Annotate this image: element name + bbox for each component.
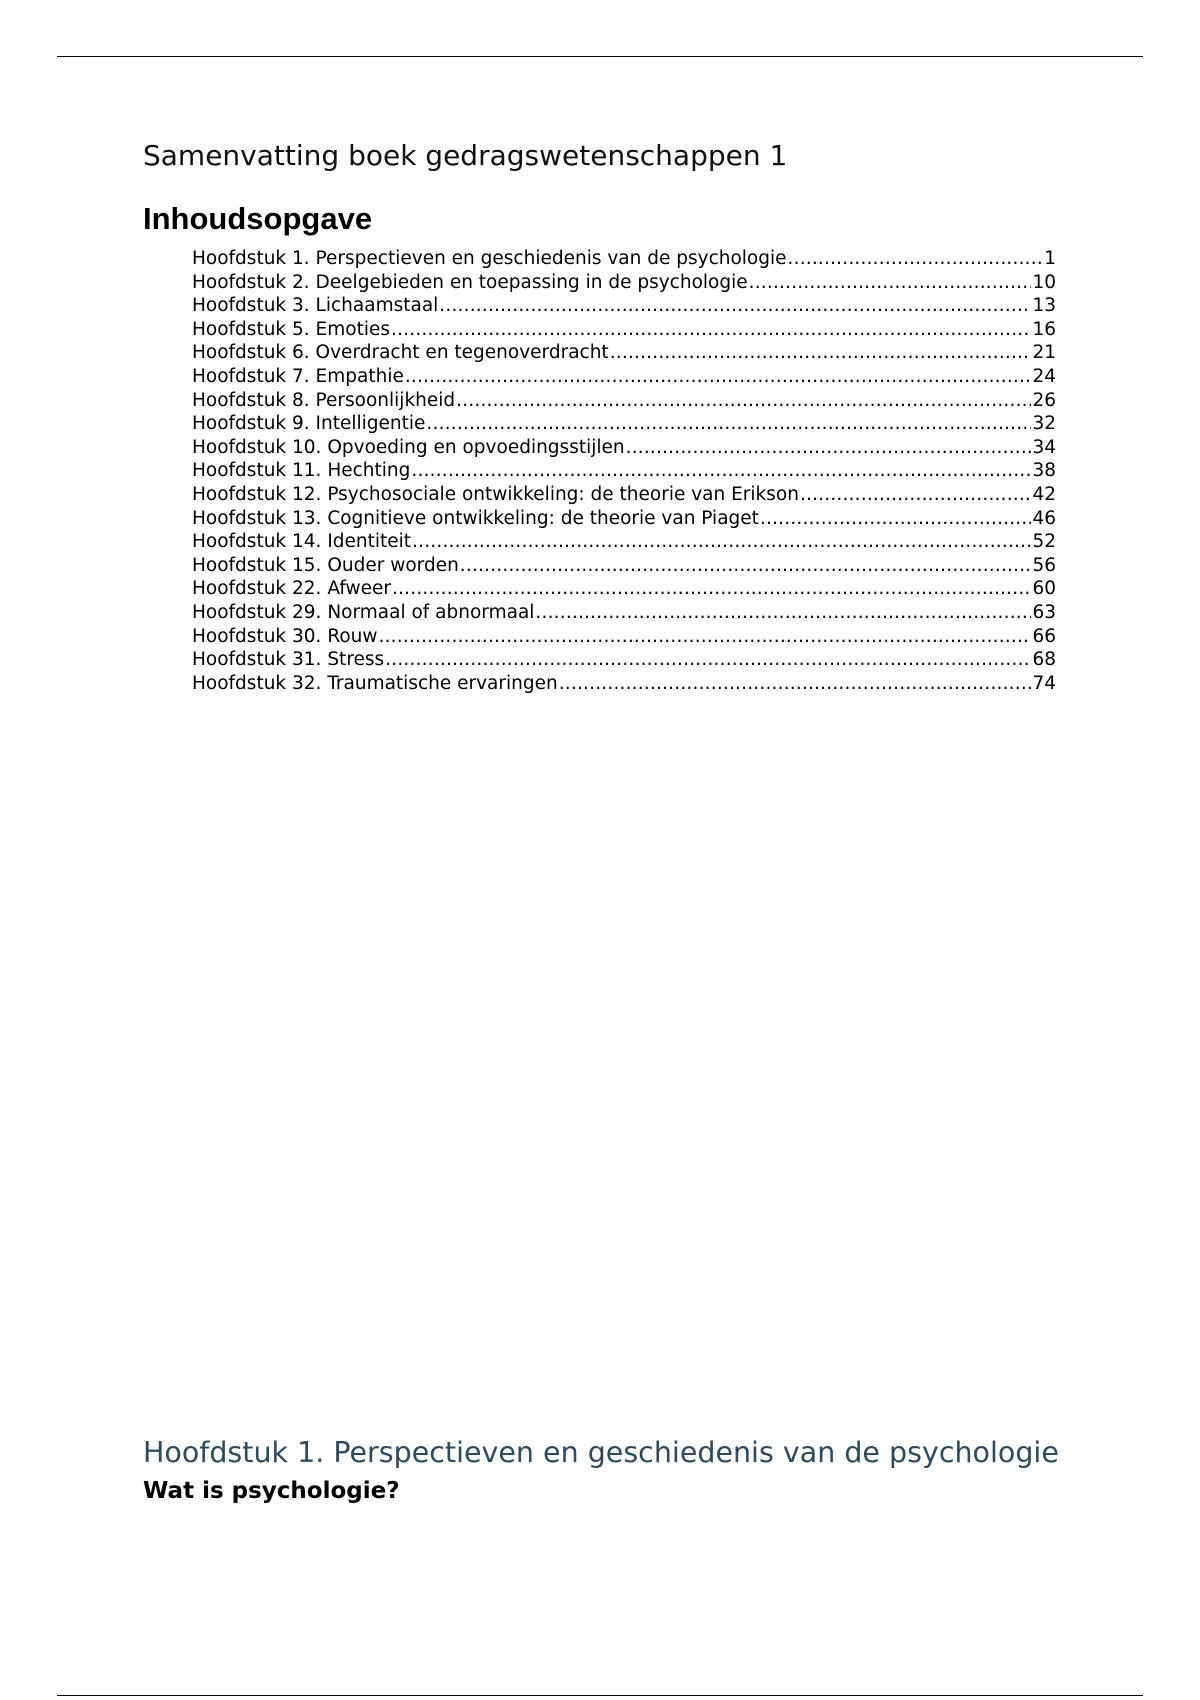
toc-entry-label: Hoofdstuk 9. Intelligentie — [192, 413, 426, 435]
table-of-contents — [192, 247, 1056, 695]
toc-entry[interactable] — [192, 507, 1056, 531]
document-title: Samenvatting boek gedragswetenschappen 1 — [143, 139, 788, 172]
toc-entry-label: Hoofdstuk 22. Afweer — [192, 578, 392, 600]
toc-entry-page-number: 16 — [1032, 318, 1056, 340]
toc-entry-label: Hoofdstuk 13. Cognitieve ontwikkeling: de theorie van Piaget — [192, 507, 759, 529]
toc-dot-leader — [411, 459, 1031, 483]
toc-entry-page-number: 42 — [1032, 483, 1056, 505]
toc-dot-leader — [535, 601, 1031, 625]
toc-entry-page-number: 24 — [1032, 365, 1056, 387]
toc-entry-page-number: 32 — [1032, 413, 1056, 435]
toc-entry[interactable] — [192, 577, 1056, 601]
toc-entry[interactable] — [192, 412, 1056, 436]
toc-entry-label: Hoofdstuk 1. Perspectieven en geschiedenis van de psychologie — [192, 248, 787, 269]
page-top-rule — [57, 56, 1143, 57]
toc-entry-page-number: 60 — [1032, 578, 1056, 600]
toc-dot-leader — [760, 507, 1032, 531]
toc-entry[interactable] — [192, 318, 1056, 342]
toc-entry[interactable] — [192, 436, 1056, 460]
toc-entry[interactable] — [192, 365, 1056, 389]
toc-entry[interactable] — [192, 554, 1056, 578]
toc-entry-page-number: 21 — [1032, 342, 1056, 364]
toc-entry-label: Hoofdstuk 7. Empathie — [192, 365, 404, 387]
toc-entry-page-number: 10 — [1032, 271, 1056, 293]
toc-entry-page-number: 68 — [1032, 649, 1056, 671]
toc-entry[interactable] — [192, 389, 1056, 413]
toc-entry-label: Hoofdstuk 32. Traumatische ervaringen — [192, 672, 558, 694]
chapter-heading: Hoofdstuk 1. Perspectieven en geschiedenis van de psychologie — [143, 1436, 1059, 1469]
toc-entry[interactable] — [192, 459, 1056, 483]
toc-entry-label: Hoofdstuk 15. Ouder worden — [192, 554, 459, 576]
toc-entry-page-number: 34 — [1032, 436, 1056, 458]
toc-dot-leader — [749, 271, 1032, 295]
toc-dot-leader — [392, 577, 1031, 601]
toc-entry-label: Hoofdstuk 29. Normaal of abnormaal — [192, 601, 535, 623]
toc-entry-label: Hoofdstuk 14. Identiteit — [192, 531, 412, 553]
toc-dot-leader — [610, 341, 1032, 365]
toc-dot-leader — [559, 672, 1032, 696]
section-subheading: Wat is psychologie? — [143, 1478, 400, 1504]
toc-dot-leader — [626, 436, 1032, 460]
toc-entry-page-number: 38 — [1032, 460, 1056, 482]
toc-entry[interactable] — [192, 625, 1056, 649]
toc-entry[interactable] — [192, 247, 1056, 271]
toc-entry-label: Hoofdstuk 12. Psychosociale ontwikkeling: de theorie van Erikson — [192, 483, 799, 505]
toc-entry-page-number: 63 — [1032, 601, 1056, 623]
toc-entry[interactable] — [192, 294, 1056, 318]
toc-entry-label: Hoofdstuk 2. Deelgebieden en toepassing in de psychologie — [192, 271, 748, 293]
toc-entry-label: Hoofdstuk 5. Emoties — [192, 318, 390, 340]
toc-entry-page-number: 74 — [1032, 672, 1056, 694]
toc-entry-label: Hoofdstuk 11. Hechting — [192, 460, 411, 482]
toc-entry-page-number: 66 — [1032, 625, 1056, 647]
toc-entry-label: Hoofdstuk 6. Overdracht en tegenoverdracht — [192, 342, 609, 364]
toc-dot-leader — [379, 625, 1032, 649]
toc-entry[interactable] — [192, 648, 1056, 672]
toc-dot-leader — [800, 483, 1032, 507]
page-bottom-rule — [57, 1695, 1143, 1696]
toc-entry[interactable] — [192, 530, 1056, 554]
toc-entry-page-number: 46 — [1032, 507, 1056, 529]
toc-entry[interactable] — [192, 341, 1056, 365]
toc-dot-leader — [456, 389, 1031, 413]
toc-entry-label: Hoofdstuk 3. Lichaamstaal — [192, 295, 439, 317]
toc-entry-label: Hoofdstuk 30. Rouw — [192, 625, 378, 647]
toc-dot-leader — [439, 294, 1031, 318]
toc-entry-page-number: 52 — [1032, 531, 1056, 553]
toc-dot-leader — [385, 648, 1031, 672]
toc-entry-label: Hoofdstuk 31. Stress — [192, 649, 385, 671]
toc-entry-page-number: 1 — [1044, 248, 1056, 269]
toc-entry-label: Hoofdstuk 10. Opvoeding en opvoedingsstijlen — [192, 436, 625, 458]
toc-entry-page-number: 26 — [1032, 389, 1056, 411]
toc-dot-leader — [391, 318, 1031, 342]
toc-entry[interactable] — [192, 601, 1056, 625]
toc-entry-page-number: 56 — [1032, 554, 1056, 576]
toc-dot-leader — [405, 365, 1032, 389]
toc-dot-leader — [460, 554, 1032, 578]
toc-dot-leader — [788, 247, 1044, 271]
toc-entry-page-number: 13 — [1032, 295, 1056, 317]
toc-dot-leader — [412, 530, 1031, 554]
toc-entry-label: Hoofdstuk 8. Persoonlijkheid — [192, 389, 456, 411]
toc-entry[interactable] — [192, 271, 1056, 295]
toc-dot-leader — [426, 412, 1031, 436]
toc-entry[interactable] — [192, 483, 1056, 507]
toc-heading: Inhoudsopgave — [143, 201, 373, 236]
toc-entry[interactable] — [192, 672, 1056, 696]
